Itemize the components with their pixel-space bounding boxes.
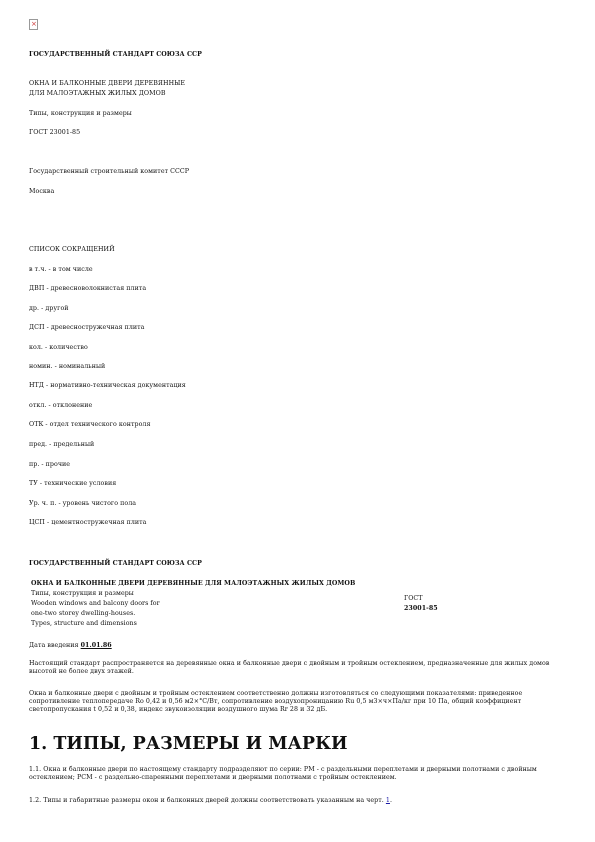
section-1-heading: 1. ТИПЫ, РАЗМЕРЫ И МАРКИ (29, 734, 348, 754)
standard-header-2: ГОСУДАРСТВЕННЫЙ СТАНДАРТ СОЮЗА ССР (29, 560, 202, 567)
date-label: Дата введения (29, 642, 79, 649)
abbreviations-heading: СПИСОК СОКРАЩЕНИЙ (29, 246, 115, 253)
paragraph-1-1: 1.1. Окна и балконные двери по настоящему стандарту подразделяют по серии: РМ - с раздельными переплетами и дверными полотнами с двойным остеклением; РСМ - с раздельно-спаренными переплетами и дверными полотнами с тройным остеклением. (29, 766, 537, 781)
committee: Государственный строительный комитет СССР (29, 168, 190, 175)
broken-image-icon (29, 19, 38, 30)
abbreviation-item: откл. - отклонение (29, 402, 93, 409)
cover-subtitle: Типы, конструкция и размеры (29, 110, 132, 117)
abbreviation-item: ЦСП - цементностружечная плита (29, 519, 147, 526)
standard-title: ОКНА И БАЛКОННЫЕ ДВЕРИ ДЕРЕВЯННЫЕ ДЛЯ МАЛОЭТАЖНЫХ ЖИЛЫХ ДОМОВ (31, 580, 356, 587)
date-value: 01.01.86 (80, 642, 112, 649)
paragraph-1-2-text: 1.2. Типы и габаритные размеры окон и балконных дверей должны соответствовать указанным на черт. (29, 797, 386, 804)
paragraph-1-2 (29, 797, 392, 805)
abbreviation-item: пр. - прочие (29, 461, 71, 468)
intro-paragraph-1: Настоящий стандарт распространяется на деревянные окна и балконные двери с двойным и тройным остеклением, предназначенные для жилых домов высотой не более двух этажей. (29, 660, 550, 675)
intro-paragraph-2: Окна и балконные двери с двойным и тройным остеклением соответственно должны изготовляться со следующими показателями: приведенное сопротивление теплопередаче Ro 0,42 и 0,56 м2×°С/Вт, сопротивление воздухопроницанию Ru 0,5 м3×ч×Па/кг при 10 Па, общий коэффициент светопропускания t 0,52 и 0,38, индекс звукоизоляции воздушного шума Rr 28 и 32 дБ. (29, 690, 523, 713)
gost-label: ГОСТ (404, 595, 423, 602)
gost-number: 23001-85 (404, 605, 438, 612)
standard-header: ГОСУДАРСТВЕННЫЙ СТАНДАРТ СОЮЗА ССР (29, 51, 202, 58)
city: Москва (29, 188, 55, 195)
figure-1-link[interactable]: 1 (385, 797, 390, 804)
abbreviation-item: ДСП - древесностружечная плита (29, 324, 145, 331)
abbreviation-item: пред. - предельный (29, 441, 95, 448)
abbreviation-item: Ур. ч. п. - уровень чистого пола (29, 500, 137, 507)
effective-date (29, 642, 112, 650)
paragraph-1-2-end: . (389, 797, 393, 804)
abbreviation-item: ДВП - древесноволокнистая плита (29, 285, 147, 292)
title-line-1: ОКНА И БАЛКОННЫЕ ДВЕРИ ДЕРЕВЯННЫЕ (29, 80, 186, 87)
subtitle-en-2: one-two storey dwelling-houses. (31, 610, 136, 617)
subtitle-en-1: Wooden windows and balcony doors for (31, 600, 160, 607)
abbreviation-item: кол. - количество (29, 344, 88, 351)
abbreviation-item: НТД - нормативно-техническая документация (29, 382, 186, 389)
abbreviation-item: в т.ч. - в том числе (29, 266, 93, 273)
subtitle-en-3: Types, structure and dimensions (31, 620, 137, 627)
title-line-2: ДЛЯ МАЛОЭТАЖНЫХ ЖИЛЫХ ДОМОВ (29, 90, 166, 97)
subtitle-ru: Типы, конструкция и размеры (31, 590, 134, 597)
abbreviation-item: ОТК - отдел технического контроля (29, 421, 151, 428)
abbreviation-item: номин. - номинальный (29, 363, 106, 370)
abbreviation-item: др. - другой (29, 305, 69, 312)
cover-gost: ГОСТ 23001-85 (29, 129, 81, 136)
abbreviation-item: ТУ - технические условия (29, 480, 117, 487)
broken-image-glyph: × (31, 20, 37, 28)
